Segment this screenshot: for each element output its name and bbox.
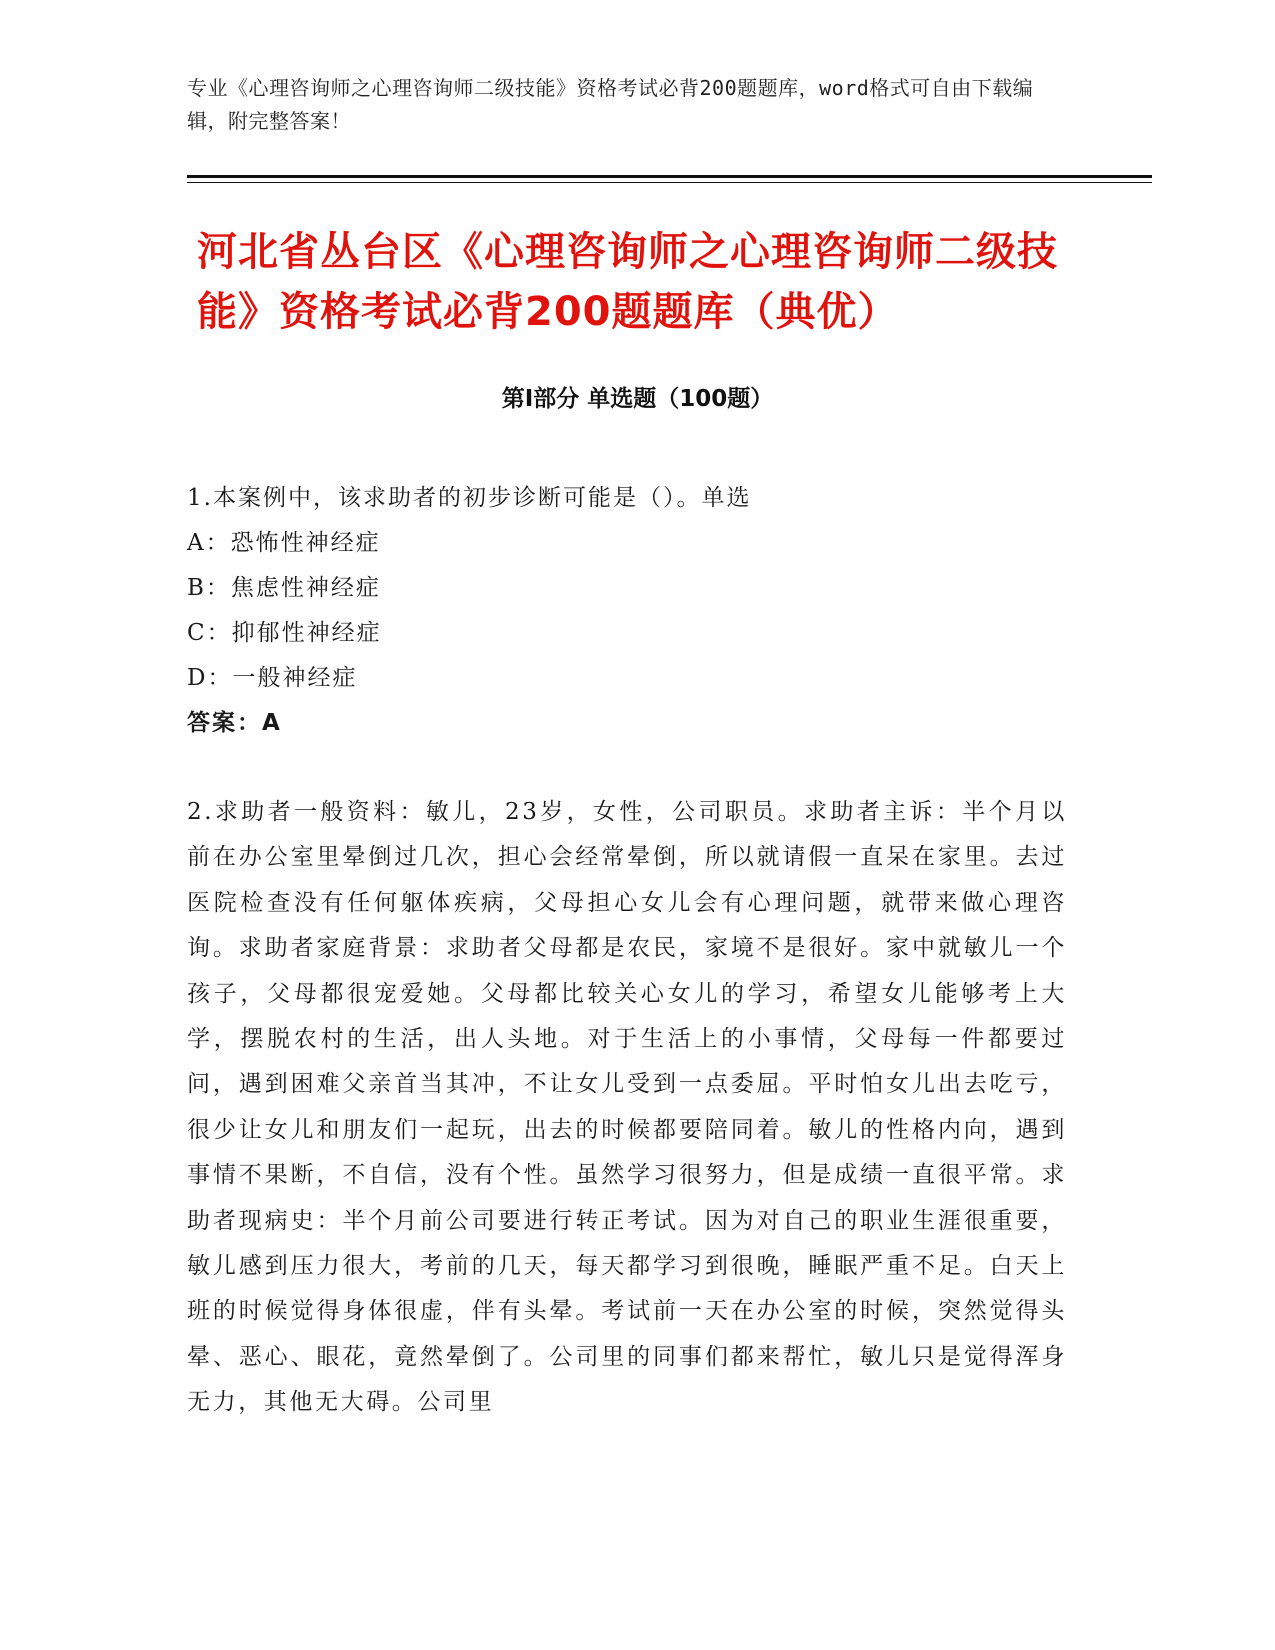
question-1 — [187, 476, 1067, 746]
question-1-option-d: D：一般神经症 — [187, 665, 358, 691]
section-title: 第Ⅰ部分 单选题（100题） — [501, 386, 774, 412]
question-1-option-a: A：恐怖性神经症 — [187, 530, 381, 556]
question-1-option-b: B：焦虑性神经症 — [187, 575, 381, 601]
header-note: 专业《心理咨询师之心理咨询师二级技能》资格考试必背200题题库，word格式可自由下载编辑，附完整答案！ — [187, 76, 1034, 133]
question-1-answer: 答案：A — [187, 710, 282, 736]
header-divider-thick — [187, 175, 1152, 178]
document-title: 河北省丛台区《心理咨询师之心理咨询师二级技能》资格考试必背200题题库（典优） — [197, 229, 1058, 335]
question-1-option-c: C：抑郁性神经症 — [187, 620, 382, 646]
question-2-stem: 2.求助者一般资料：敏儿，23岁，女性，公司职员。求助者主诉：半个月以前在办公室里晕倒过几次，担心会经常晕倒，所以就请假一直呆在家里。去过医院检查没有任何躯体疾病，父母担心女儿会有心理问题，就带来做心理咨询。求助者家庭背景：求助者父母都是农民，家境不是很好。家中就敏儿一个孩子，父母都很宠爱她。父母都比较关心女儿的学习，希望女儿能够考上大学，摆脱农村的生活，出人头地。对于生活上的小事情，父母每一件都要过问，遇到困难父亲首当其冲，不让女儿受到一点委屈。平时怕女儿出去吃亏，很少让女儿和朋友们一起玩，出去的时候都要陪同着。敏儿的性格内向，遇到事情不果断，不自信，没有个性。虽然学习很努力，但是成绩一直很平常。求助者现病史：半个月前公司要进行转正考试。因为对自己的职业生涯很重要，敏儿感到压力很大，考前的几天，每天都学习到很晚，睡眠严重不足。白天上班的时候觉得身体很虚，伴有头晕。考试前一天在办公室的时候，突然觉得头晕、恶心、眼花，竟然晕倒了。公司里的同事们都来帮忙，敏儿只是觉得浑身无力，其他无大碍。公司里 — [187, 799, 1067, 1416]
question-1-stem: 1.本案例中，该求助者的初步诊断可能是（）。单选 — [187, 485, 752, 511]
header-divider-thin — [187, 182, 1152, 183]
